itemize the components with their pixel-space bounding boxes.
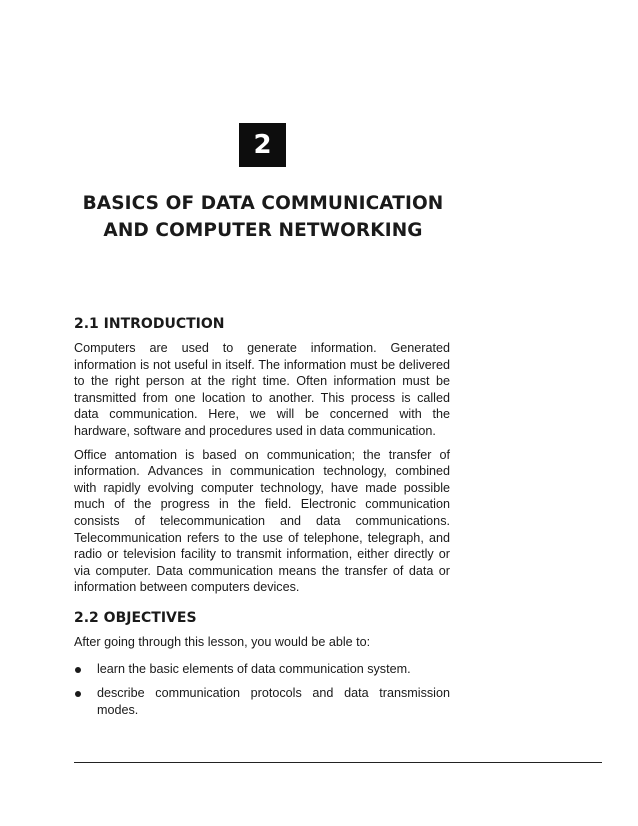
- page-body: [74, 314, 450, 726]
- chapter-title-line-2: AND COMPUTER NETWORKING: [103, 220, 423, 241]
- objectives-intro: After going through this lesson, you would be able to:: [74, 634, 371, 649]
- chapter-title: [74, 190, 452, 244]
- list-item: [74, 661, 450, 678]
- bullet-icon: [75, 691, 81, 697]
- section-objectives: [74, 608, 450, 718]
- footer-divider: [74, 762, 602, 763]
- section-heading: 2.1 INTRODUCTION: [74, 316, 225, 332]
- paragraph: Computers are used to generate information. Generated information is not useful in itself. The information must be delivered to the right person at the right time. Often information must be transmitted from one location to another. This process is called data communication. Here, we will be concerned with the hardware, software and procedures used in data communication.: [74, 341, 450, 438]
- bullet-icon: [75, 667, 81, 673]
- list-item-text: describe communication protocols and data transmission modes.: [97, 686, 450, 717]
- section-introduction: [74, 314, 450, 596]
- section-heading: 2.2 OBJECTIVES: [74, 609, 197, 626]
- chapter-number-badge: [239, 123, 286, 167]
- objectives-list: [74, 661, 450, 719]
- list-item: [74, 685, 450, 718]
- chapter-title-line-1: BASICS OF DATA COMMUNICATION: [82, 193, 444, 214]
- paragraph: Office antomation is based on communication; the transfer of information. Advances in communication technology, combined with rapidly evolving computer technology, have made possible much of the progress in the field. Electronic communication consists of telecommunication and data communications. Telecommunication refers to the use of telephone, telegraph, and radio or television facility to transmit information, either directly or via computer. Data communication means the transfer of data or information between computers devices.: [74, 447, 450, 595]
- chapter-number: 2: [253, 130, 272, 160]
- list-item-text: learn the basic elements of data communication system.: [97, 661, 411, 676]
